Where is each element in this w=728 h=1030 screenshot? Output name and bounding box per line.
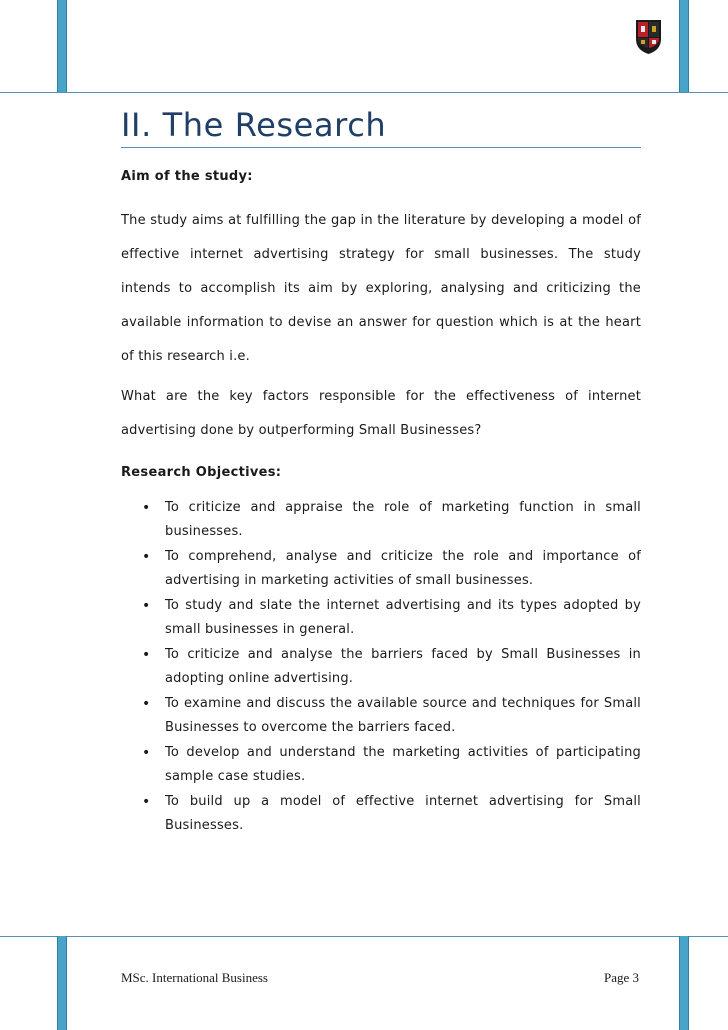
list-item — [121, 643, 641, 691]
footer-course-name: MSc. International Business — [121, 970, 268, 985]
bullet-icon: • — [142, 549, 151, 565]
bullet-icon: • — [142, 598, 151, 614]
aim-paragraph: The study aims at fulfilling the gap in the literature by developing a model of effective internet advertising strategy for small businesses. The study intends to accomplish its aim by exploring, analysing and criticizing the available information to devise an answer for question which is at the heart of this research i.e. — [121, 213, 641, 364]
objectives-heading: Research Objectives: — [121, 465, 282, 480]
footer-page-number: Page 3 — [603, 970, 639, 985]
bullet-icon: • — [142, 794, 151, 810]
header-rule — [0, 92, 728, 93]
frame-bar-bottom-left — [57, 936, 67, 1030]
objective-text: To build up a model of effective internet advertising for Small Businesses. — [165, 794, 641, 833]
bullet-icon: • — [142, 745, 151, 761]
list-item — [121, 594, 641, 642]
bullet-icon: • — [142, 500, 151, 516]
objectives-list — [121, 496, 641, 839]
section-title: II. The Research — [121, 106, 387, 144]
objective-text: To criticize and analyse the barriers faced by Small Businesses in adopting online advertising. — [165, 647, 641, 686]
research-question-paragraph: What are the key factors responsible for the effectiveness of internet advertising done by outperforming Small Businesses? — [121, 389, 641, 438]
objective-text: To develop and understand the marketing activities of participating sample case studies. — [165, 745, 641, 784]
list-item — [121, 545, 641, 593]
list-item — [121, 790, 641, 838]
list-item — [121, 741, 641, 789]
list-item — [121, 692, 641, 740]
aim-heading: Aim of the study: — [121, 169, 253, 184]
bullet-icon: • — [142, 696, 151, 712]
bullet-icon: • — [142, 647, 151, 663]
frame-bar-top-right — [679, 0, 689, 92]
objective-text: To examine and discuss the available source and techniques for Small Businesses to overcome the barriers faced. — [165, 696, 641, 735]
objective-text: To criticize and appraise the role of marketing function in small businesses. — [165, 500, 641, 539]
footer-rule — [0, 936, 728, 937]
university-crest-icon — [635, 19, 662, 55]
list-item — [121, 496, 641, 544]
objective-text: To study and slate the internet advertising and its types adopted by small businesses in general. — [165, 598, 641, 637]
frame-bar-top-left — [57, 0, 67, 92]
objective-text: To comprehend, analyse and criticize the role and importance of advertising in marketing activities of small businesses. — [165, 549, 641, 588]
title-underline — [121, 147, 641, 148]
frame-bar-bottom-right — [679, 936, 689, 1030]
